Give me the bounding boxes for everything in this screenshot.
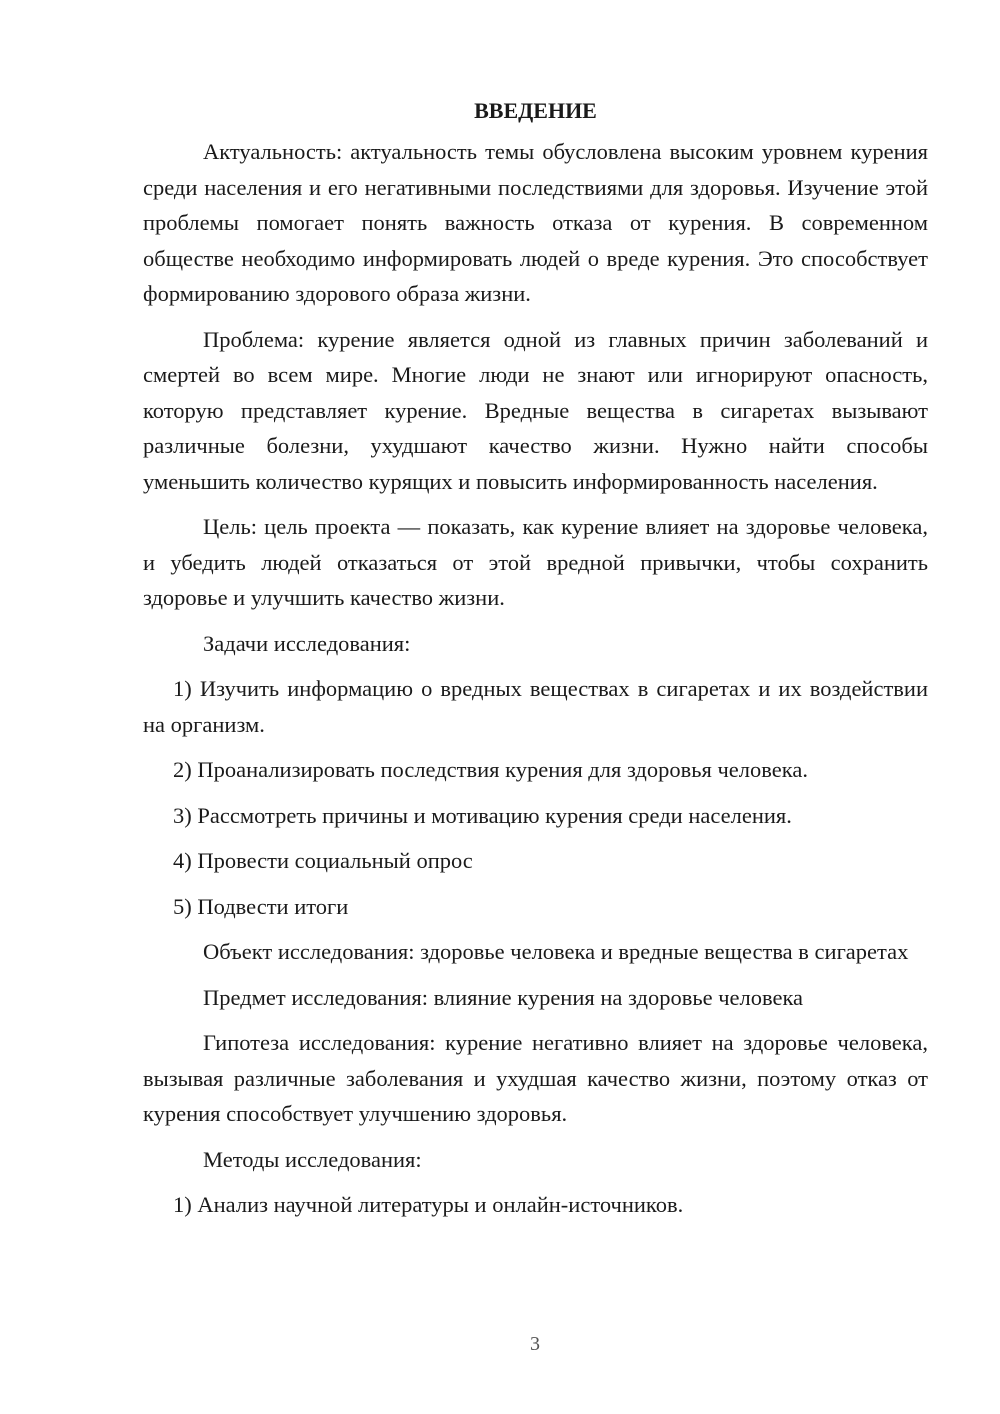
page-title: ВВЕДЕНИЕ — [474, 98, 597, 123]
task-item-4: 4) Провести социальный опрос — [173, 848, 473, 873]
task-item-5: 5) Подвести итоги — [173, 893, 349, 919]
subject-paragraph: Предмет исследования: влияние курения на здоровье человека — [203, 984, 804, 1010]
method-item-1: 1) Анализ научной литературы и онлайн-источников. — [173, 1192, 684, 1217]
relevance-paragraph: Актуальность: актуальность темы обусловлена высоким уровнем курения среди населения и его негативными последствиями для здоровья. Изучение этой проблемы помогает понять важность отказа от курения. В современном обществе необходимо информировать людей о вреде курения. Это способствует формированию здорового образа жизни. — [143, 139, 928, 306]
object-paragraph: Объект исследования: здоровье человека и вредные вещества в сигаретах — [203, 939, 909, 964]
goal-paragraph: Цель: цель проекта — показать, как курение влияет на здоровье человека, и убедить людей отказаться от этой вредной привычки, чтобы сохранить здоровье и улучшить качество жизни. — [143, 514, 928, 610]
task-item-2: 2) Проанализировать последствия курения для здоровья человека. — [173, 757, 808, 782]
methods-heading: Методы исследования: — [203, 1146, 422, 1172]
task-item-1: 1) Изучить информацию о вредных веществах в сигаретах и их воздействии на организм. — [143, 676, 928, 737]
hypothesis-paragraph: Гипотеза исследования: курение негативно влияет на здоровье человека, вызывая различные заболевания и ухудшая качество жизни, поэтому отказ от курения способствует улучшению здоровья. — [143, 1030, 928, 1126]
task-item-3: 3) Рассмотреть причины и мотивацию курения среди населения. — [173, 802, 792, 828]
page-number: 3 — [530, 1333, 540, 1355]
document-page — [143, 96, 928, 1233]
tasks-heading: Задачи исследования: — [203, 630, 411, 656]
problem-paragraph: Проблема: курение является одной из главных причин заболеваний и смертей во всем мире. Многие люди не знают или игнорируют опасность, которую представляет курение. Вредные вещества в сигаретах вызывают различные болезни, ухудшают качество жизни. Нужно найти способы уменьшить количество курящих и повысить информированность населения. — [143, 326, 928, 494]
